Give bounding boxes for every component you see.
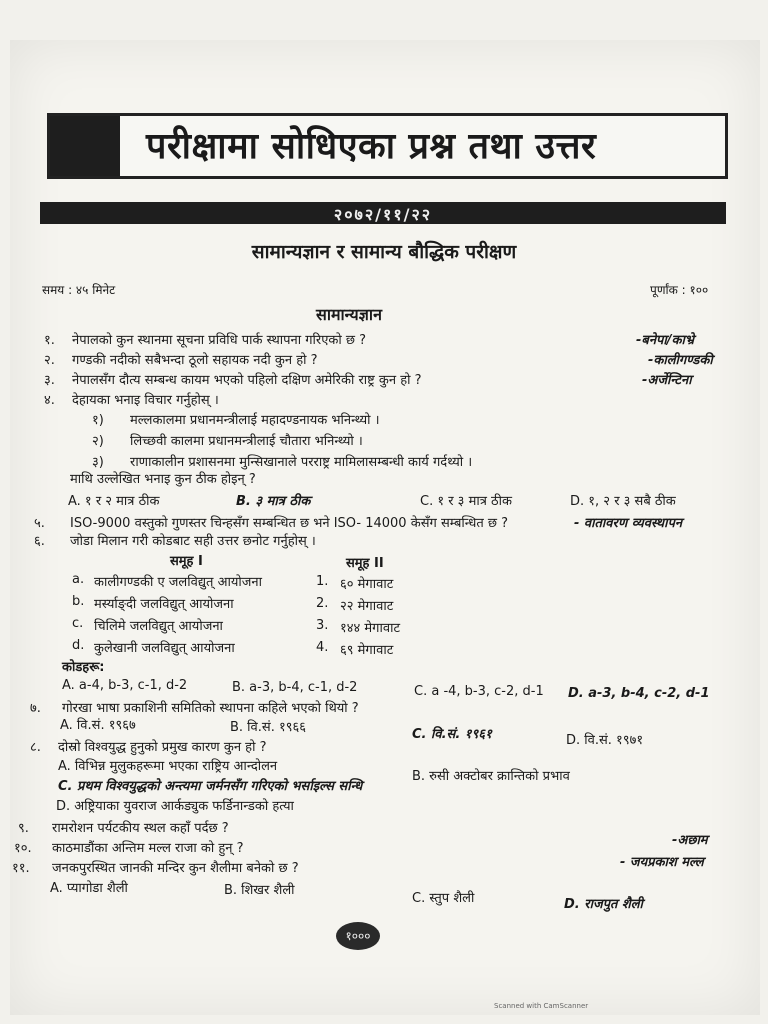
question-text: रामरोशन पर्यटकीय स्थल कहाँ पर्दछ ?	[52, 821, 229, 836]
question-number: ५.	[34, 516, 45, 531]
question-answer: - वातावरण व्यवस्थापन	[574, 516, 683, 531]
statement-text: राणाकालीन प्रशासनमा मुन्सिखानाले परराष्ट्र मामिलासम्बन्धी कार्य गर्दथ्यो ।	[130, 455, 473, 470]
statement-text: मल्लकालमा प्रधानमन्त्रीलाई महादण्डनायक भनिन्थ्यो ।	[130, 413, 380, 428]
match-item: मर्स्याङ्दी जलविद्युत् आयोजना	[94, 597, 234, 612]
match-value: ६० मेगावाट	[340, 577, 394, 592]
q4-prompt: माथि उल्लेखित भनाइ कुन ठीक होइन् ?	[70, 472, 256, 487]
match-letter: d.	[72, 638, 85, 653]
q6-option-a: A. a-4, b-3, c-1, d-2	[62, 678, 188, 693]
question-number: ६.	[34, 534, 45, 549]
group1-header: समूह I	[170, 554, 203, 569]
q8-option-d: D. अष्ट्रियाका युवराज आर्कड्युक फर्डिनान्डको हत्या	[56, 799, 294, 814]
question-text: नेपालको कुन स्थानमा सूचना प्रविधि पार्क स्थापना गरिएको छ ?	[72, 333, 367, 348]
q7-option-d: D. वि.सं. १९७१	[566, 733, 644, 748]
q8-option-b: B. रुसी अक्टोबर क्रान्तिको प्रभाव	[412, 769, 570, 784]
match-value: १४४ मेगावाट	[340, 621, 401, 636]
match-value: ६९ मेगावाट	[340, 643, 394, 658]
question-number: २.	[44, 353, 55, 368]
q7-option-b: B. वि.सं. १९६६	[230, 720, 307, 735]
page-number: १०००	[336, 922, 380, 950]
q4-option-d: D. १, २ र ३ सबै ठीक	[570, 494, 676, 509]
question-number: ७.	[30, 701, 41, 716]
q11-option-c: C. स्तुप शैली	[412, 891, 475, 906]
q8-option-c: C. प्रथम विश्वयुद्धको अन्त्यमा जर्मनसँग गरिएको भर्साइल्स सन्धि	[58, 779, 363, 794]
q7-option-c: C. वि.सं. १९६१	[412, 727, 492, 742]
match-item: कालीगण्डकी ए जलविद्युत् आयोजना	[94, 575, 262, 590]
match-number: 2.	[316, 596, 329, 611]
exam-date: २०७२/११/२२	[333, 205, 433, 224]
question-text: ISO-9000 वस्तुको गुणस्तर चिन्हसँग सम्बन्धित छ भने ISO- 14000 केसँग सम्बन्धित छ ?	[70, 516, 509, 531]
group2-header: समूह II	[346, 556, 384, 571]
q7-option-a: A. वि.सं. १९६७	[60, 718, 136, 733]
question-text: जनकपुरस्थित जानकी मन्दिर कुन शैलीमा बनेको छ ?	[52, 861, 299, 876]
q11-option-a: A. प्यागोडा शैली	[50, 881, 128, 896]
match-item: कुलेखानी जलविद्युत् आयोजना	[94, 641, 235, 656]
question-text: गण्डकी नदीको सबैभन्दा ठूलो सहायक नदी कुन हो ?	[72, 353, 318, 368]
question-text: गोरखा भाषा प्रकाशिनी समितिको स्थापना कहिले भएको थियो ?	[62, 701, 359, 716]
match-letter: a.	[72, 572, 85, 587]
question-text: दोस्रो विश्वयुद्ध हुनुको प्रमुख कारण कुन हो ?	[58, 740, 267, 755]
question-answer: -बनेपा/काभ्रे	[636, 333, 695, 348]
full-marks-label: पूर्णांक : १००	[650, 283, 709, 297]
scanner-watermark: Scanned with CamScanner	[494, 1002, 589, 1010]
title-box	[47, 113, 728, 179]
title-black-block	[50, 116, 120, 176]
statement-number: २)	[92, 434, 104, 449]
question-number: ११.	[12, 861, 30, 876]
statement-text: लिच्छवी कालमा प्रधानमन्त्रीलाई चौतारा भनिन्थ्यो ।	[130, 434, 363, 449]
question-number: ४.	[44, 393, 55, 408]
question-text: काठमाडौंका अन्तिम मल्ल राजा को हुन् ?	[52, 841, 244, 856]
question-answer: -कालीगण्डकी	[648, 353, 713, 368]
question-answer: - जयप्रकाश मल्ल	[620, 855, 704, 870]
question-answer: -अर्जेन्टिना	[642, 373, 692, 388]
statement-number: ३)	[92, 455, 104, 470]
section-heading: सामान्यज्ञान	[316, 305, 382, 324]
question-text: नेपालसँग दौत्य सम्बन्ध कायम भएको पहिलो दक्षिण अमेरिकी राष्ट्र कुन हो ?	[72, 373, 422, 388]
question-text: देहायका भनाइ विचार गर्नुहोस् ।	[72, 393, 219, 408]
q4-option-a: A. १ र २ मात्र ठीक	[68, 494, 160, 509]
q8-option-a: A. विभिन्न मुलुकहरूमा भएका राष्ट्रिय आन्दोलन	[58, 759, 278, 774]
q6-option-b: B. a-3, b-4, c-1, d-2	[232, 680, 358, 695]
q4-option-b: B. ३ मात्र ठीक	[236, 494, 311, 509]
q6-option-d: D. a-3, b-4, c-2, d-1	[568, 686, 710, 701]
match-letter: b.	[72, 594, 85, 609]
q6-option-c: C. a -4, b-3, c-2, d-1	[414, 684, 544, 699]
page-title: परीक्षामा सोधिएका प्रश्न तथा उत्तर	[146, 126, 597, 167]
question-answer: -अछाम	[672, 833, 708, 848]
question-number: ८.	[30, 740, 41, 755]
match-item: चिलिमे जलविद्युत् आयोजना	[94, 619, 223, 634]
match-value: २२ मेगावाट	[340, 599, 394, 614]
exam-subtitle: सामान्यज्ञान र सामान्य बौद्धिक परीक्षण	[251, 241, 517, 263]
q4-option-c: C. १ र ३ मात्र ठीक	[420, 494, 512, 509]
codes-label: कोडहरू:	[62, 660, 105, 675]
match-number: 4.	[316, 640, 329, 655]
question-number: १.	[44, 333, 55, 348]
match-number: 3.	[316, 618, 329, 633]
question-number: ३.	[44, 373, 55, 388]
question-number: ९.	[18, 821, 29, 836]
time-label: समय : ४५ मिनेट	[42, 283, 116, 297]
date-bar	[40, 202, 726, 224]
q11-option-d: D. राजपुत शैली	[564, 897, 643, 912]
question-number: १०.	[14, 841, 32, 856]
question-text: जोडा मिलान गरी कोडबाट सही उत्तर छनोट गर्नुहोस् ।	[70, 534, 316, 549]
match-letter: c.	[72, 616, 84, 631]
statement-number: १)	[92, 413, 104, 428]
q11-option-b: B. शिखर शैली	[224, 883, 295, 898]
match-number: 1.	[316, 574, 329, 589]
